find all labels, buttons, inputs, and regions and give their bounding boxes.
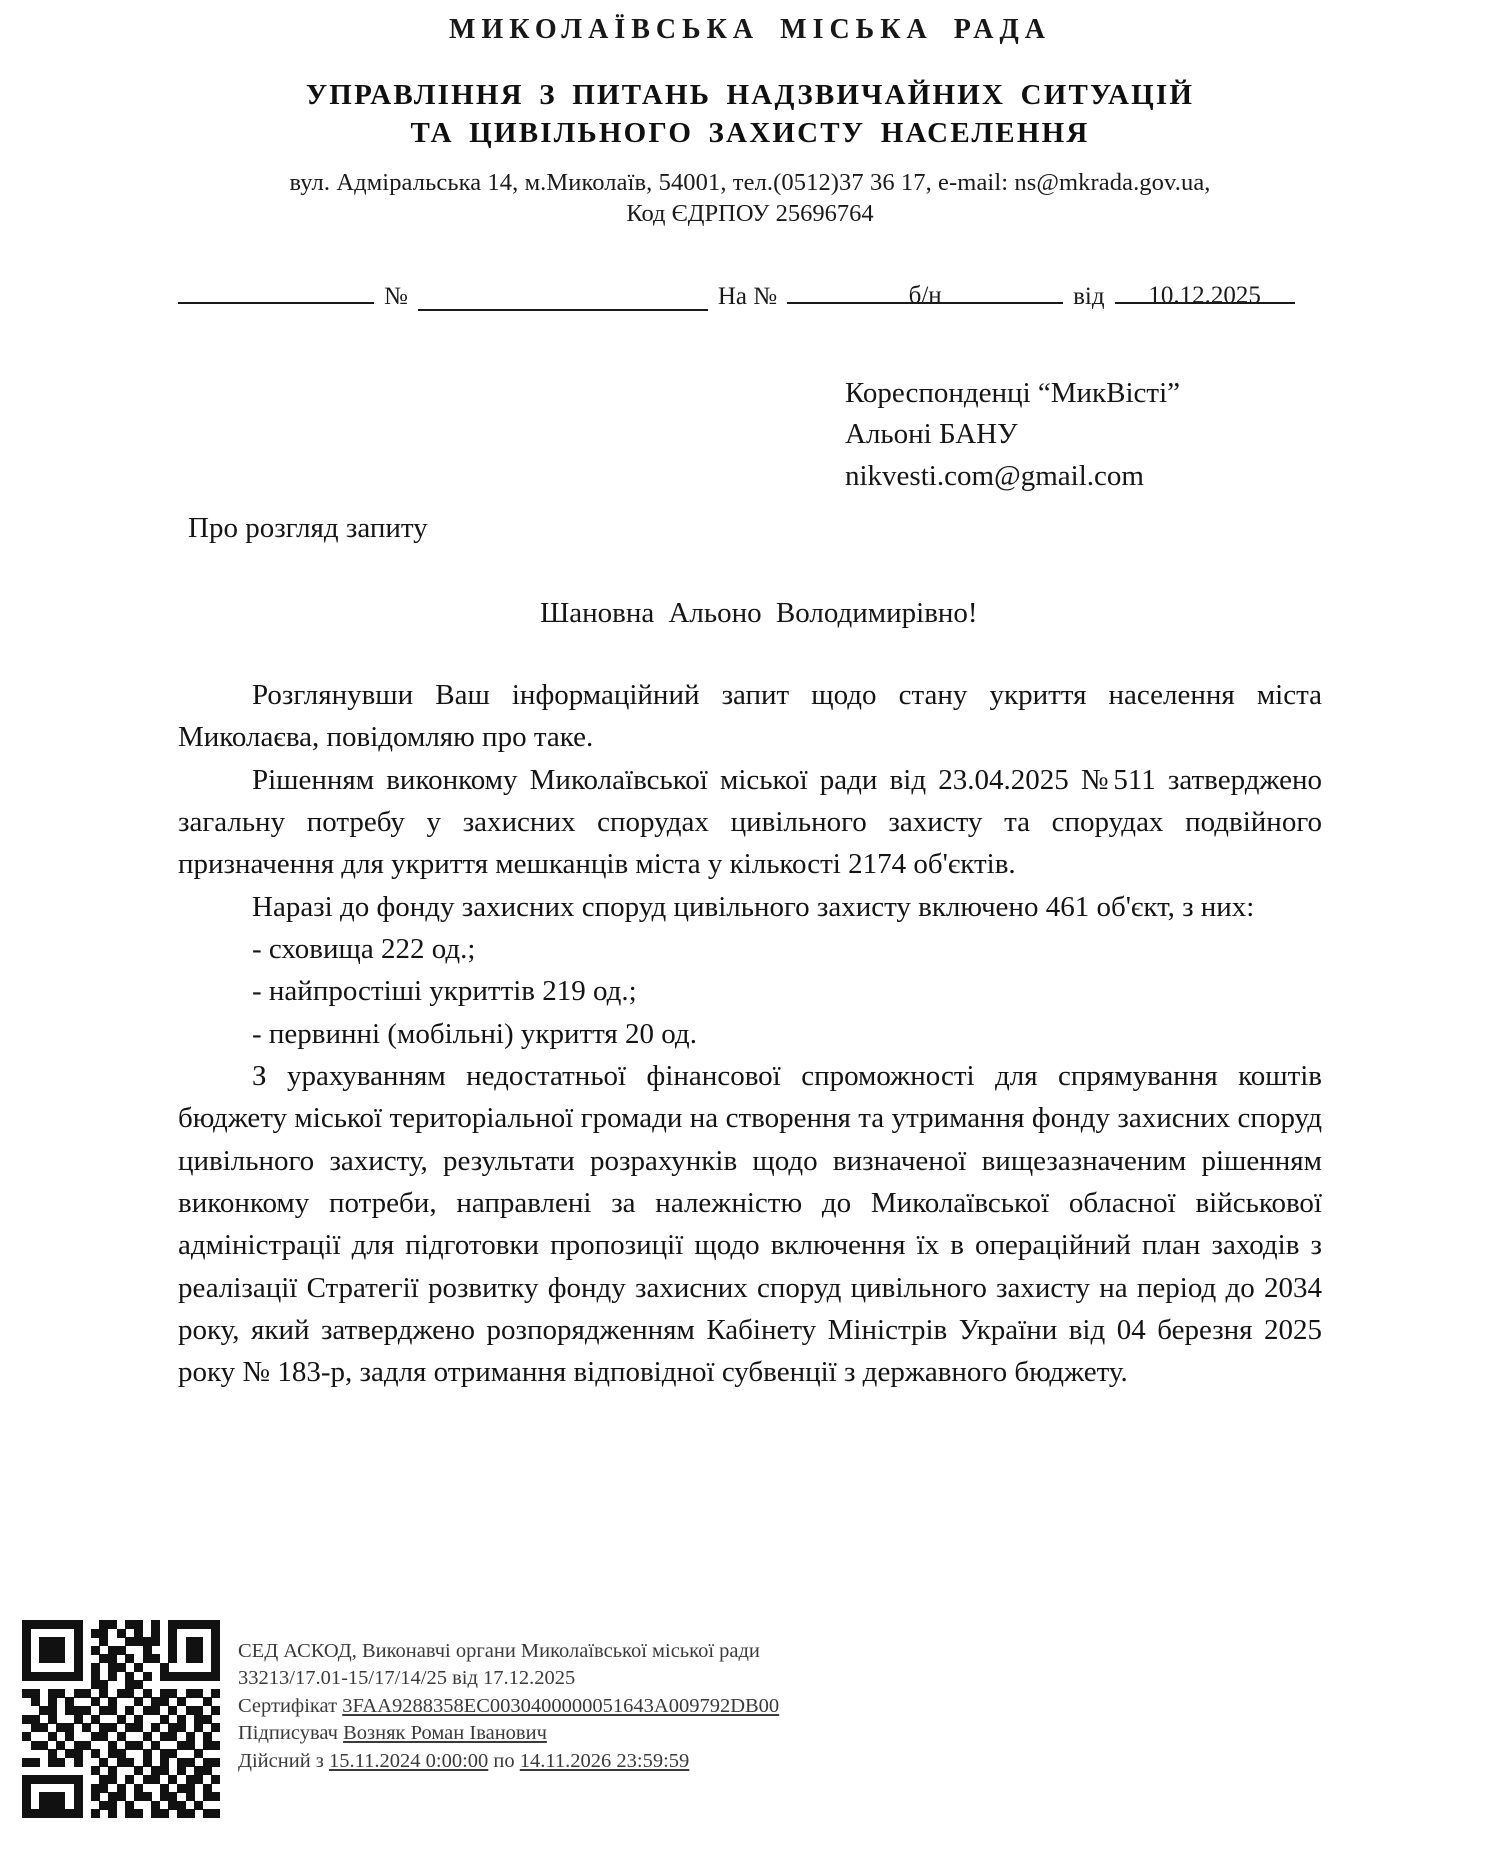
incoming-number-label: На №	[717, 282, 778, 310]
signature-validity-row	[238, 1748, 779, 1775]
department-title-line2: ТА ЦИВІЛЬНОГО ЗАХИСТУ НАСЕЛЕННЯ	[410, 117, 1090, 150]
number-label: №	[384, 282, 408, 310]
greeting-line: Шановна Альоно Володимирівно!	[540, 596, 978, 629]
addressee-person: Альоні БАНУ	[845, 418, 1018, 451]
date-value: 10.12.2025	[1148, 281, 1261, 309]
validity-label: Дійсний з	[238, 1749, 324, 1772]
body-paragraph-3: Наразі до фонду захисних споруд цивільного захисту включено 461 об'єкт, з них:	[252, 890, 1255, 923]
reference-row	[0, 272, 1500, 311]
validity-from: 15.11.2024 0:00:00	[329, 1749, 489, 1772]
subject-line: Про розгляд запиту	[188, 511, 428, 544]
validity-to: 14.11.2026 23:59:59	[519, 1749, 690, 1772]
body-paragraph-final: З урахуванням недостатньої фінансової спроможності для спрямування коштів бюджету міської територіальної громади на створення та утримання фонду захисних споруд цивільного захисту, результати розрахунків щодо визначеної вищезазначеним рішенням виконкому потреби, направлені за належністю до Миколаївської обласної військової адміністрації для підготовки пропозиції щодо включення їх в операційний план заходів з реалізації Стратегії розвитку фонду захисних споруд цивільного захисту на період до 2034 року, який затверджено розпорядженням Кабінету Міністрів України від 04 березня 2025 року № 183-р, задля отримання відповідної субвенції з державного бюджету.	[178, 1059, 1322, 1389]
qr-code-icon	[22, 1620, 220, 1818]
department-title	[0, 76, 1500, 153]
shelter-list	[178, 928, 1322, 1055]
department-title-line1: УПРАВЛІННЯ З ПИТАНЬ НАДЗВИЧАЙНИХ СИТУАЦІЙ	[305, 79, 1195, 111]
edrpou-code-line: Код ЄДРПОУ 25696764	[626, 199, 874, 227]
validity-mid: по	[493, 1749, 515, 1772]
date-field[interactable]	[1115, 272, 1295, 311]
body-paragraph-1: Розглянувши Ваш інформаційний запит щодо стану укриття населення міста Миколаєва, повідомляю про таке.	[178, 678, 1322, 754]
addressee-email: nikvesti.com@gmail.com	[845, 460, 1144, 493]
list-item: - найпростіші укриттів 219 од.;	[252, 975, 637, 1008]
signer-label: Підписувач	[238, 1722, 338, 1745]
outgoing-number-rule	[178, 272, 374, 304]
letter-body	[0, 674, 1500, 1394]
list-item: - первинні (мобільні) укриття 20 од.	[252, 1017, 697, 1050]
contact-line: вул. Адміральська 14, м.Миколаїв, 54001, тел.(0512)37 36 17, e-mail: ns@mkrada.gov.ua,	[289, 168, 1211, 196]
outgoing-date-rule[interactable]	[418, 279, 708, 311]
signature-system: СЕД АСКОД, Виконавчі органи Миколаївської міської ради	[238, 1640, 760, 1662]
addressee-block	[0, 373, 1500, 498]
certificate-value: 3FAA9288358EC0030400000051643A009792DB00	[342, 1694, 780, 1717]
outgoing-number-field[interactable]	[178, 272, 374, 311]
body-paragraph-2: Рішенням виконкому Миколаївської міської ради від 23.04.2025 №511 затверджено загальну потребу у захисних спорудах цивільного захисту та спорудах подвійного призначення для укриття мешканців міста у кількості 2174 об'єктів.	[178, 763, 1322, 881]
signature-registration: 33213/17.01-15/17/14/25 від 17.12.2025	[238, 1667, 576, 1690]
signature-footer	[0, 1620, 1500, 1818]
addressee-organization: Кореспонденці “МикВісті”	[845, 376, 1181, 409]
signer-value: Возняк Роман Іванович	[343, 1722, 547, 1745]
signature-signer-row	[238, 1720, 779, 1747]
incoming-number-field[interactable]	[787, 272, 1063, 311]
list-item: - сховища 222 од.;	[252, 932, 476, 965]
organization-title: МИКОЛАЇВСЬКА МІСЬКА РАДА	[449, 14, 1051, 45]
date-label: від	[1073, 282, 1105, 310]
certificate-label: Сертифікат	[238, 1694, 338, 1717]
signature-certificate-row	[238, 1693, 779, 1720]
incoming-number-value: б/н	[908, 281, 942, 309]
letterhead	[0, 0, 1500, 230]
digital-signature-block	[238, 1638, 779, 1775]
